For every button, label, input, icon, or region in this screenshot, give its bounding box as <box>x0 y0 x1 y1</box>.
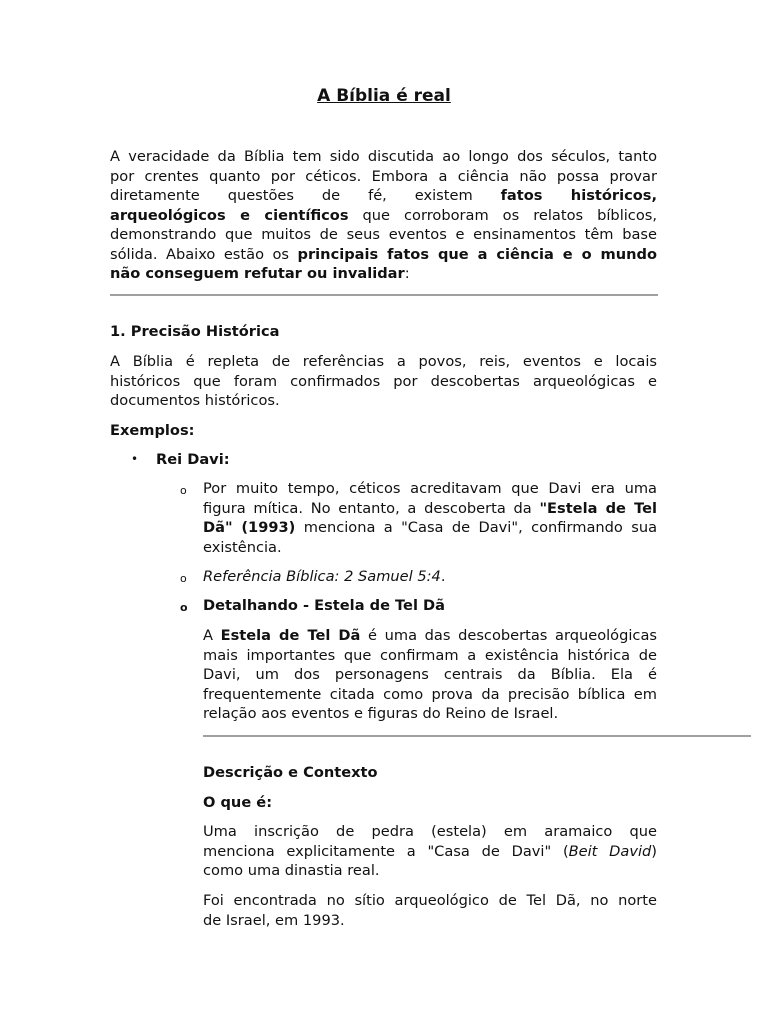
sub-bullet-marker: o <box>180 601 188 614</box>
text: . <box>440 568 446 585</box>
text: históricos que foram confirmados por descobertas arqueológicas e <box>110 372 657 390</box>
text-line <box>110 391 657 411</box>
text: A veracidade da Bíblia tem sido discutida ao longo dos séculos, tanto <box>110 148 657 165</box>
stela-paragraph <box>203 626 657 724</box>
text: Foi encontrada no sítio arqueológico de Tel Dã, no norte <box>203 892 657 909</box>
bullet-label: Rei Davi: <box>156 451 230 468</box>
section1-paragraph <box>110 352 657 411</box>
text-line <box>203 891 657 911</box>
bold-text: "Estela de Tel <box>539 499 657 517</box>
text-line <box>203 685 657 705</box>
text: de Israel, em 1993. <box>203 911 345 929</box>
text: demonstrando que muitos de seus eventos e ensinamentos têm base <box>110 226 657 243</box>
intro-line <box>110 186 657 206</box>
text: ) <box>651 842 657 860</box>
intro-line <box>110 206 657 226</box>
examples-label: Exemplos: <box>110 422 195 439</box>
text: diretamente questões de fé, existem <box>110 187 473 204</box>
sub-item-reference <box>203 567 657 587</box>
text-line <box>110 352 657 372</box>
sub-bullet-marker: o <box>180 484 187 497</box>
text-line <box>110 372 657 392</box>
text: figura mítica. No entanto, a descoberta da <box>203 499 532 517</box>
bold-text: fatos históricos, <box>500 187 657 204</box>
italic-text: Beit David <box>568 842 652 860</box>
text: menciona explicitamente a "Casa de Davi" ( <box>203 842 569 860</box>
text-line <box>203 499 657 519</box>
intro-line <box>110 264 657 284</box>
text-line <box>203 842 657 862</box>
text: por crentes quanto por céticos. Embora a ciência não possa provar <box>110 167 657 185</box>
bold-text: Estela de Tel Dã <box>220 627 361 644</box>
text: Uma inscrição de pedra (estela) em aramaico que <box>203 823 657 840</box>
text-line <box>203 911 657 931</box>
text: mais importantes que confirmam a existência histórica de <box>203 646 657 664</box>
sub-item-paragraph <box>203 479 657 557</box>
intro-paragraph <box>110 147 657 284</box>
bold-text: Dã" (1993) <box>203 519 296 536</box>
text-line <box>203 518 657 538</box>
intro-line <box>110 225 657 245</box>
text: documentos históricos. <box>110 392 280 409</box>
divider <box>203 735 751 737</box>
text: : <box>404 265 410 282</box>
page-title: A Bíblia é real <box>317 86 451 106</box>
text-line <box>203 479 657 499</box>
text: é uma das descobertas arqueológicas <box>368 627 657 644</box>
text-line <box>203 704 657 724</box>
text: sólida. Abaixo estão os <box>110 245 290 263</box>
sub-item-heading: Detalhando - Estela de Tel Dã <box>203 597 446 614</box>
divider <box>110 294 658 296</box>
text-line <box>203 822 657 842</box>
text: A <box>203 627 213 644</box>
sub-bullet-marker: o <box>180 572 187 585</box>
bold-text: não conseguem refutar ou invalidar <box>110 265 405 282</box>
intro-line <box>110 167 657 187</box>
text-line <box>203 626 657 646</box>
subsection-heading: Descrição e Contexto <box>203 764 378 781</box>
text: que corroboram os relatos bíblicos, <box>362 206 657 224</box>
text-line <box>203 665 657 685</box>
bullet-marker: • <box>131 452 139 466</box>
text: menciona a "Casa de Davi", confirmando sua <box>303 519 658 536</box>
italic-text: Referência Bíblica: 2 Samuel 5:4 <box>203 568 441 585</box>
section-heading: 1. Precisão Histórica <box>110 323 280 340</box>
what-label: O que é: <box>203 794 273 811</box>
text: frequentemente citada como prova da precisão bíblica em <box>203 685 657 703</box>
context-paragraph-1 <box>203 822 657 881</box>
text: como uma dinastia real. <box>203 862 380 879</box>
text: Davi, um dos personagens centrais da Bíblia. Ela é <box>203 666 657 683</box>
bold-text: arqueológicos e científicos <box>110 206 349 224</box>
bold-text: principais fatos que a ciência e o mundo <box>297 245 658 263</box>
intro-line <box>110 147 657 167</box>
context-paragraph-2 <box>203 891 657 930</box>
text-line <box>203 646 657 666</box>
text-line <box>203 861 657 881</box>
intro-line <box>110 245 657 265</box>
text: existência. <box>203 538 282 556</box>
text: relação aos eventos e figuras do Reino de Israel. <box>203 705 559 722</box>
text: Por muito tempo, céticos acreditavam que Davi era uma <box>203 480 657 497</box>
text: A Bíblia é repleta de referências a povos, reis, eventos e locais <box>110 353 657 370</box>
text-line <box>203 538 657 558</box>
